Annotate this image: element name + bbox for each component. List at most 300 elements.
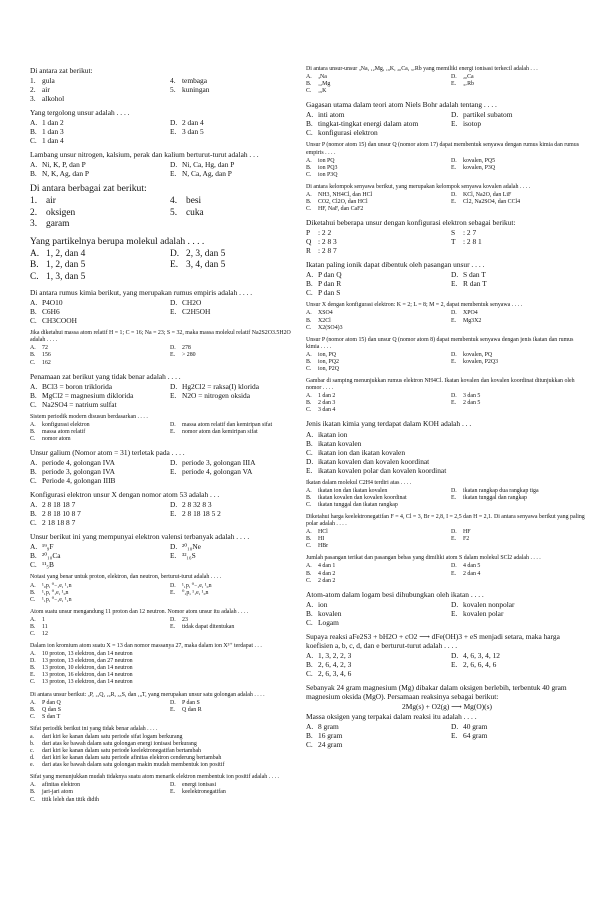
option-text: air [46, 196, 56, 207]
answer-option [306, 110, 443, 119]
option-letter: 5. [170, 85, 176, 95]
question-block [30, 183, 302, 230]
option-letter: D. [170, 542, 178, 552]
answer-option [306, 536, 443, 543]
option-text: HF [463, 529, 471, 536]
option-text: cuka [186, 207, 204, 218]
option-letter: E. [451, 119, 458, 129]
option-letter [170, 400, 182, 409]
option-letter: E. [451, 279, 458, 289]
option-letter: C. [306, 288, 313, 298]
answer-option [306, 288, 443, 297]
option-letter: C. [30, 271, 39, 282]
answer-option [306, 407, 443, 414]
option-text: dari atas ke bawah dalam satu golongan energi ionisasi berkurang [42, 741, 197, 748]
question-block [30, 150, 302, 178]
question-stem: Gagasan utama dalam teori atom Niels Bohr adalah tentang . . . . [306, 100, 497, 110]
option-text: ¹₀p, ⁰₋₁e, ¹₁n [42, 582, 72, 589]
option-text: 1, 3, dan 5 [46, 271, 86, 282]
question-block [306, 302, 588, 331]
answer-option [451, 237, 588, 246]
option-letter: 3. [30, 94, 36, 104]
answer-option [306, 206, 443, 213]
answer-option [306, 400, 443, 407]
question-stem: Di antara berbagai zat berikut: [30, 183, 147, 195]
option-letter: E. [170, 589, 176, 596]
answer-option [30, 797, 162, 804]
option-text: 24 gram [318, 740, 343, 750]
option-letter: D. [451, 110, 459, 120]
question-stem: Unsur galium (Nomor atom = 31) terletak pada . . . . [30, 448, 185, 458]
answer-option [451, 270, 588, 279]
option-text: X2(SO4)3 [318, 324, 343, 331]
option-letter: A. [30, 500, 38, 510]
option-letter: d. [30, 755, 35, 762]
answer-options [30, 583, 302, 604]
option-text: HF, NaF, dan CaF2 [318, 206, 364, 213]
question-stem: Gambar di samping menunjukkan rumus elektron NH4Cl. Ikatan kovalen dan kovalen koordinat ditunjukkan oleh nomor . . . . [306, 378, 575, 392]
option-text: ₁₂Mg [318, 81, 331, 88]
answer-option [30, 617, 162, 624]
question-block [306, 378, 588, 414]
option-text: kovalen polar [463, 608, 504, 618]
question-stem: Atom suatu unsur mengandung 11 proton dan 12 neutron. Nomor atom unsur itu adalah . . . . [30, 608, 249, 615]
question-stem: Jika diketahui massa atom relatif H = 1; C = 16; Na = 23; S = 32, maka massa molekul relatif Na2S2O3.5H2O adalah . . . . [30, 330, 291, 344]
option-letter: A. [306, 650, 314, 660]
option-letter: B. [306, 81, 312, 88]
option-text: ion PQ3 [318, 164, 338, 171]
option-text: konfigurasi elektron [318, 128, 378, 138]
option-letter: 5. [170, 207, 178, 218]
answer-option [30, 509, 162, 518]
option-letter: E. [451, 400, 457, 407]
answer-option [30, 272, 162, 283]
answer-option [30, 219, 162, 230]
answer-option [306, 128, 443, 137]
option-letter: D. [170, 500, 178, 510]
answer-option [451, 288, 588, 297]
question-stem: Notasi yang benar untuk proton, elektron, dan neutron, berturut-turut adalah . . . . [30, 574, 222, 581]
option-letter: A. [30, 345, 36, 352]
option-letter: D. [170, 616, 176, 623]
answer-option [170, 542, 302, 551]
answer-option [306, 430, 588, 439]
option-text: ₂₀Ca [463, 74, 474, 81]
option-letter: B. [306, 400, 312, 407]
answer-option [306, 660, 443, 669]
answer-option [30, 458, 162, 467]
answer-option [306, 543, 443, 550]
option-text: X2Cl [318, 317, 331, 324]
answer-option [306, 158, 443, 165]
option-text: P dan Q [42, 699, 61, 706]
option-text: F2 [463, 536, 470, 543]
answer-option [451, 600, 588, 609]
answer-option [170, 700, 302, 707]
question-block [30, 66, 302, 103]
option-text: 2, 6, 6, 4, 6 [463, 659, 497, 669]
answer-option [30, 789, 162, 796]
option-text: CH2O [182, 298, 202, 308]
answer-option [170, 382, 302, 391]
option-letter: C. [306, 501, 312, 508]
answer-option [306, 310, 443, 317]
option-text: 10 proton, 13 elektron, dan 14 neutron [42, 651, 133, 658]
option-text: periode 4, golongan VA [182, 467, 253, 477]
option-text: tingkat-tingkat energi dalam atom [318, 119, 419, 129]
option-letter: C. [30, 596, 36, 603]
answer-option [451, 310, 588, 317]
answer-option [170, 260, 302, 271]
answer-options [30, 118, 302, 145]
option-text: ¹¹₅B [42, 560, 54, 570]
option-text: kovalen, P2Q3 [463, 358, 499, 365]
option-letter [170, 360, 182, 367]
option-letter: B. [30, 665, 36, 672]
option-text: 12 [42, 631, 48, 637]
answer-option [30, 651, 302, 658]
reaction-equation: 2Mg(s) + O2(g) ⟶ Mg(O)(s) [402, 702, 492, 712]
answer-option [451, 722, 588, 731]
option-text: 4, 6, 3, 4, 12 [463, 650, 500, 660]
option-letter: A. [306, 599, 314, 609]
option-letter: C. [306, 543, 312, 550]
option-letter: D. [170, 248, 180, 259]
option-text: 72 [42, 345, 48, 352]
answer-options [306, 310, 588, 331]
answer-options [306, 352, 588, 373]
option-text: S dan T [463, 270, 486, 280]
option-text: P dan S [182, 699, 200, 706]
answer-option [451, 74, 588, 81]
option-text: 162 [42, 359, 51, 366]
question-stem: Unsur P (nomor atom 15) dan unsur Q (nomor atom 8) dapat membentuk senyawa dengan jenis ikatan dan rumus kimia . . . . [306, 336, 574, 350]
option-letter: B. [30, 169, 37, 179]
answer-options [306, 270, 588, 297]
option-text: : 2 7 [463, 228, 477, 238]
option-text: Logam [318, 617, 339, 627]
answer-option [170, 429, 302, 436]
option-text: BCl3 = boron triklorida [42, 381, 113, 391]
option-text: 3 dan 5 [463, 393, 481, 400]
option-letter: D. [451, 393, 457, 400]
answer-option [30, 714, 162, 721]
option-letter [451, 206, 463, 213]
option-letter: C. [306, 128, 313, 138]
option-letter: A. [30, 699, 36, 706]
answer-option [306, 359, 443, 366]
option-text: massa atom relatif [42, 428, 86, 435]
option-text: HBr [318, 543, 329, 550]
option-letter: A. [306, 157, 312, 164]
answer-option [170, 518, 302, 527]
option-letter: E. [451, 608, 458, 618]
option-text: P dan Q [318, 270, 342, 280]
question-block [306, 632, 588, 678]
option-letter [451, 88, 463, 95]
option-letter: B. [30, 352, 36, 359]
option-text: energi ionisasi [182, 782, 217, 789]
option-text: C2H5OH [182, 307, 211, 317]
option-text: HI [318, 536, 325, 543]
answer-option [451, 88, 588, 95]
option-text: ion [318, 599, 328, 609]
answer-option [170, 458, 302, 467]
option-text: ₃₇Rb [463, 81, 474, 88]
answer-option [306, 439, 588, 448]
option-letter: E. [306, 465, 313, 475]
answer-option [170, 631, 302, 638]
option-letter: A. [306, 110, 314, 120]
answer-option [451, 325, 588, 332]
option-letter: B. [30, 789, 36, 796]
answer-option [451, 246, 588, 255]
answer-option [30, 249, 162, 260]
answer-options [306, 722, 588, 749]
option-letter: A. [30, 582, 36, 589]
option-letter: E. [451, 198, 457, 205]
option-text: 1 dan 2 [318, 393, 336, 400]
answer-option [451, 128, 588, 137]
answer-option [30, 85, 162, 94]
question-block [30, 726, 302, 769]
option-text: 2 dan 5 [463, 400, 481, 407]
option-letter: A. [30, 381, 38, 391]
option-letter: B. [306, 119, 313, 129]
option-text: garam [46, 219, 70, 230]
option-text: massa atom relatif dan kemiripan sifat [182, 421, 273, 428]
question-stem: Di antara unsur-unsur ₃Na, ₁₂Mg, ₁₉K, ₂₀Ca, ₃₇Rb yang memiliki energi ionisasi terkecil adalah . . . [306, 66, 538, 72]
answer-option [451, 110, 588, 119]
question-stem: Sebanyak 24 gram magnesium (Mg) dibakar dalam oksigen berlebih, terbentuk 40 gram magnesium oksida (MgO). Persamaan reaksinya sebagai berikut: [306, 682, 567, 701]
answer-option [30, 76, 162, 85]
option-text: 2, 6, 4, 2, 3 [318, 659, 352, 669]
question-block [30, 236, 302, 283]
option-letter: C. [306, 617, 313, 627]
question-stem: Di antara unsur berikut: ₃P, ₁₂Q, ₁₉R, ₃₃S, dan ₁₈T, yang merupakan unsur satu golongan adalah . . . . [30, 691, 265, 698]
option-letter: B. [306, 731, 313, 741]
answer-options [306, 110, 588, 137]
option-letter: D. [451, 487, 457, 494]
option-letter: 4. [170, 196, 178, 207]
question-block [30, 372, 302, 409]
answer-option [306, 228, 443, 237]
answer-option [451, 536, 588, 543]
option-text: kovalen, P3Q [463, 164, 496, 171]
option-text: inti atom [318, 110, 345, 120]
answer-option [30, 665, 302, 672]
option-letter: 2. [30, 207, 38, 218]
option-text: Ni, Ca, Hg, dan P [182, 160, 235, 170]
option-text: 1, 3, 2, 2, 3 [318, 650, 352, 660]
option-text: ²⁰₁₀Ca [42, 551, 61, 561]
answer-option [170, 583, 302, 590]
answer-option [30, 583, 162, 590]
option-text: CH3COOH [42, 316, 77, 326]
option-letter: D. [451, 599, 459, 609]
answer-option [451, 488, 588, 495]
question-stem: Supaya reaksi aFe2S3 + bH2O + cO2 ⟶ dFe(OH)3 + eS menjadi setara, maka harga koefisien a, b, c, d, dan e berturut-turut adalah . . . . [306, 631, 560, 650]
option-text: HCl [318, 529, 328, 536]
answer-option [30, 360, 162, 367]
answer-option [30, 429, 162, 436]
answer-option [451, 529, 588, 536]
option-text: 1, 2, dan 4 [46, 248, 86, 259]
answer-option [170, 136, 302, 145]
answer-option [170, 219, 302, 230]
option-letter: A. [30, 298, 38, 308]
option-text: 2, 3, dan 5 [186, 248, 226, 259]
answer-options [306, 430, 588, 475]
answer-option [170, 118, 302, 127]
option-letter: B. [306, 164, 312, 171]
question-block [306, 555, 588, 584]
option-letter [170, 597, 182, 604]
option-letter: 4. [170, 76, 176, 86]
option-text: ion, PQ2 [318, 358, 339, 365]
option-letter: A. [306, 722, 314, 732]
answer-option [451, 228, 588, 237]
answer-option [30, 136, 162, 145]
answer-option [451, 206, 588, 213]
option-text: MgCl2 = magnesium diklorida [42, 390, 134, 400]
option-letter: D. [170, 345, 176, 352]
option-letter: E. [170, 169, 177, 179]
option-letter [170, 219, 186, 230]
option-text: CO2, Cl2O, dan HCl [318, 198, 368, 205]
answer-option [451, 119, 588, 128]
option-text: XSO4 [318, 310, 333, 317]
answer-options [30, 700, 302, 721]
answer-option [170, 797, 302, 804]
option-text: 156 [42, 352, 51, 359]
option-letter [451, 578, 463, 585]
answer-options [306, 651, 588, 678]
answer-option [170, 560, 302, 569]
answer-option [306, 495, 443, 502]
answer-option [451, 407, 588, 414]
option-letter: B. [30, 467, 37, 477]
answer-option [30, 467, 162, 476]
option-letter: E. [170, 551, 177, 561]
option-text: : 2 8 1 [463, 237, 482, 247]
answer-option [306, 165, 443, 172]
question-block [30, 692, 302, 721]
option-letter: a. [30, 733, 35, 740]
option-letter: T [451, 237, 456, 247]
answer-option [451, 543, 588, 550]
answer-option [306, 651, 443, 660]
option-letter [170, 316, 182, 325]
answer-option [306, 722, 443, 731]
option-text: N, Ca, Ag, dan P [182, 169, 232, 179]
question-stem: Di antara zat berikut: [30, 66, 93, 75]
answer-options [30, 249, 302, 283]
answer-option [170, 590, 302, 597]
option-letter: D. [451, 563, 457, 570]
answer-option [170, 272, 302, 283]
answer-options [306, 563, 588, 584]
answer-option [170, 714, 302, 721]
option-text: ³²₁₆S [182, 551, 196, 561]
question-stem: Lambang unsur nitrogen, kalsium, perak dan kalium berturut-turut adalah . . . [30, 150, 259, 160]
answer-option [451, 81, 588, 88]
option-letter: A. [306, 393, 312, 400]
option-letter: A. [30, 782, 36, 789]
answer-option [30, 542, 162, 551]
option-letter: E. [170, 467, 177, 477]
answer-option [170, 617, 302, 624]
option-letter: C. [30, 713, 36, 720]
answer-option [451, 393, 588, 400]
answer-options [306, 192, 588, 213]
answer-options [30, 458, 302, 485]
option-text: ¹₁p, ⁰₁e, ¹₀n [42, 589, 69, 596]
answer-option [451, 495, 588, 502]
option-letter: D. [170, 782, 176, 789]
answer-option [170, 127, 302, 136]
answer-option [170, 422, 302, 429]
option-text: 4 dan 5 [463, 563, 481, 570]
option-letter: B. [30, 428, 36, 435]
option-letter: C. [306, 171, 312, 178]
question-stem: Yang tergolong unsur adalah . . . . [30, 108, 130, 118]
answer-option [30, 518, 162, 527]
option-letter [451, 618, 463, 627]
answer-option [30, 160, 162, 169]
option-letter: E. [170, 260, 179, 271]
option-text: 1 [42, 616, 45, 623]
option-text: N2O = nitrogen oksida [182, 390, 251, 400]
answer-option [30, 551, 162, 560]
option-letter: B. [306, 438, 313, 448]
answer-option [30, 658, 302, 665]
answer-option [306, 618, 443, 627]
left-column [30, 66, 302, 809]
option-letter: E. [170, 789, 176, 796]
option-letter: C. [30, 316, 37, 326]
option-text: ion, PQ [318, 351, 337, 358]
option-text: 2 dan 4 [463, 570, 481, 577]
answer-option [306, 466, 588, 475]
question-stem: Di antara rumus kimia berikut, yang merupakan rumus empiris adalah . . . . [30, 288, 253, 298]
question-stem: Sifat periodik berikut ini yang tidak benar adalah . . . . [30, 725, 158, 732]
option-letter [451, 128, 463, 137]
option-text: ²⁰₁₀Ne [182, 542, 201, 552]
answer-option [170, 500, 302, 509]
option-letter: E. [451, 164, 457, 171]
answer-option [451, 731, 588, 740]
option-text: ₁₉K [318, 88, 327, 95]
option-letter: E. [451, 536, 457, 543]
option-letter: D. [170, 381, 178, 391]
option-text: 13 proton, 16 elektron, dan 14 neutron [42, 672, 133, 679]
answer-option [170, 169, 302, 178]
answer-option [306, 740, 443, 749]
answer-option [451, 571, 588, 578]
answer-option [30, 169, 162, 178]
option-text: 1, 2, dan 5 [46, 260, 86, 271]
option-text: ion, P2Q [318, 366, 339, 373]
option-text: ikatan rangkap dua rangkap tiga [463, 487, 539, 494]
option-letter: C. [306, 206, 312, 213]
option-letter: A. [30, 458, 38, 468]
question-stem: Dalam ion kromium atom suatu X = 13 dan nomor massanya 27, maka dalam ion X³⁺ terdapat . . . [30, 643, 262, 650]
option-letter: e. [30, 762, 35, 769]
option-letter [451, 502, 463, 509]
answer-options [306, 158, 588, 179]
option-text: C6H6 [42, 307, 60, 317]
